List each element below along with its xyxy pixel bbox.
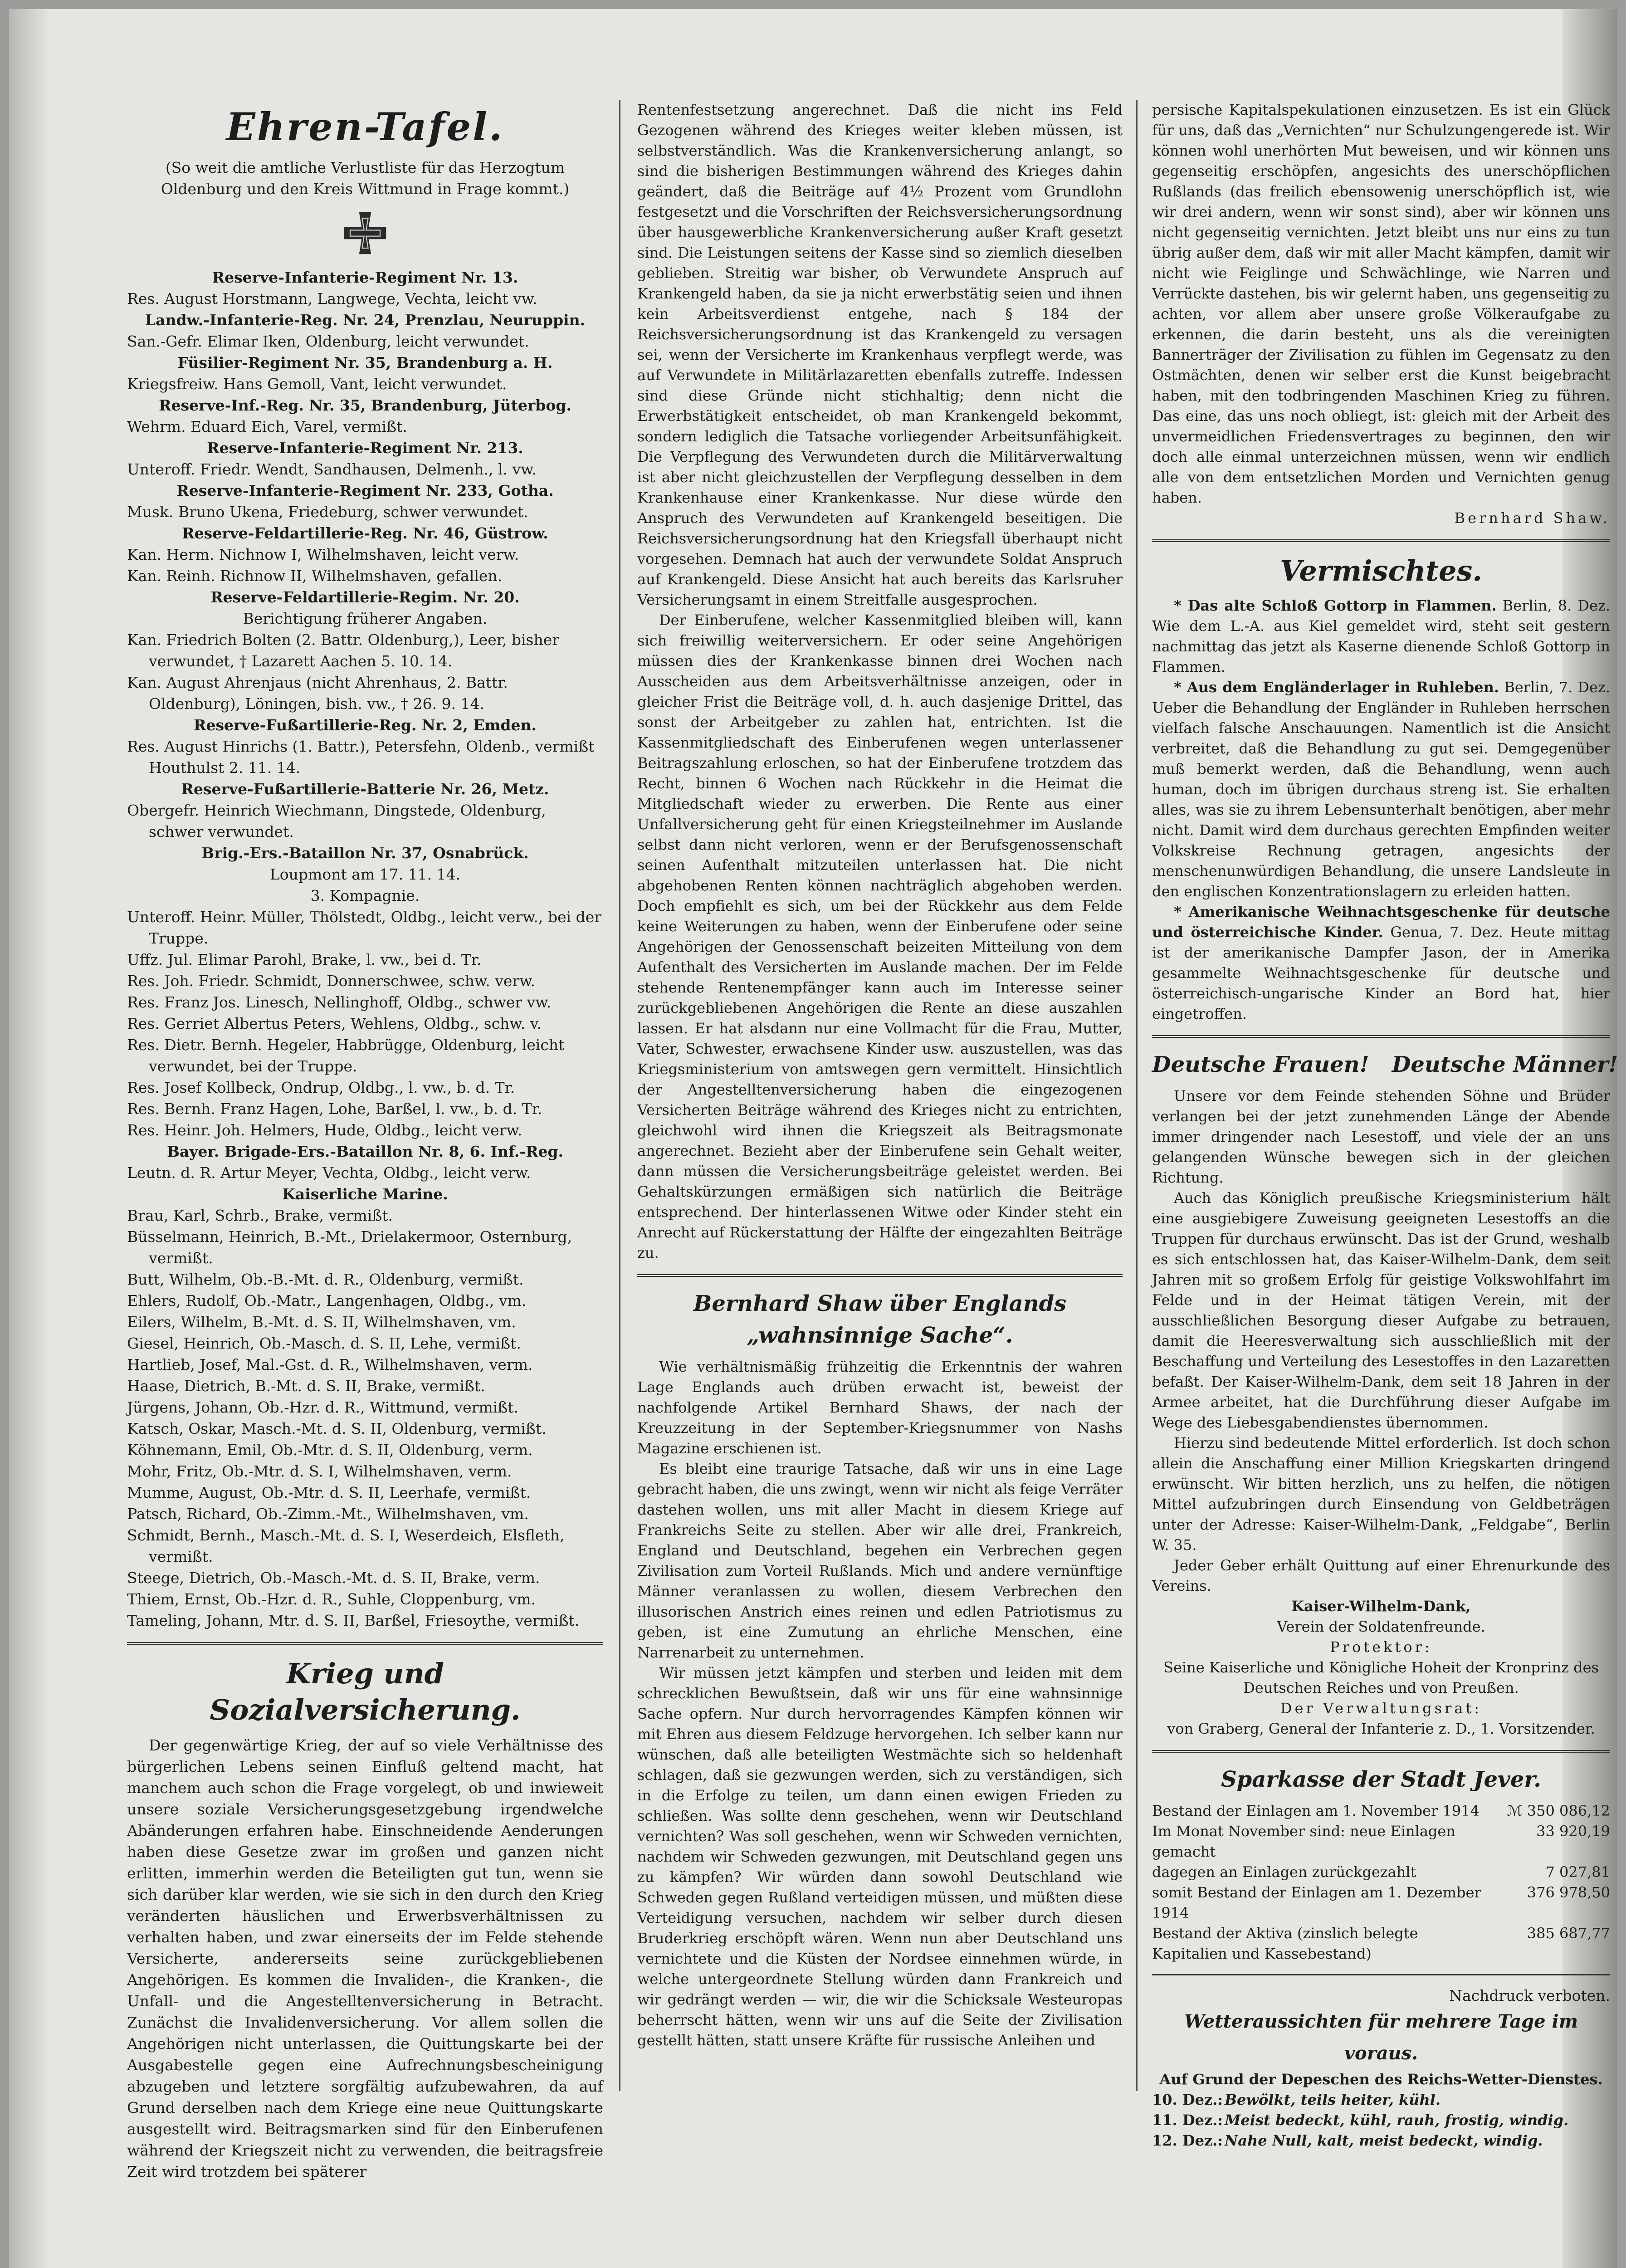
sparkasse-row (1152, 1862, 1610, 1882)
casualty-entry: Res. Bernh. Franz Hagen, Lohe, Barßel, l. vw., b. d. Tr. (127, 1100, 542, 1118)
casualty-entry: Katsch, Oskar, Masch.-Mt. d. S. II, Oldenburg, vermißt. (127, 1420, 547, 1437)
regiment-heading: Landw.-Infanterie-Reg. Nr. 24, Prenzlau, Neuruppin. (145, 311, 586, 329)
shaw-paragraph: Wir müssen jetzt kämpfen und sterben und leiden mit dem schrecklichen Bewußtsein, daß wir uns für eine wahnsinnige Sache opfern. Nur durch hervorragendes Kämpfen können wir mit Ehren aus diesem Feldzuge hervorgehen. Ich selber kann nur wünschen, daß alle beteiligten Westmächte sich so heldenhaft schlagen, daß sie gezwungen werden, sich zu verständigen, sich in die Erfolge zu teilen, um dann einen ewigen Frieden zu schließen. Was sollte denn geschehen, wenn wir Deutschland vernichten? Was soll geschehen, wenn wir Schweden vernichten, nachdem wir Schweden gezwungen, mit Deutschland gegen uns zu kämpfen? Wir würden dann sowohl Deutschland wie Schweden gegen Rußland verteidigen müssen, und müßten diese Verteidigung versuchen, nachdem wir selber durch diesen Bruderkrieg erschöpft wären. Wenn nun aber Deutschland uns vernichtete und die Küsten der Nordsee einnehmen würde, in welche untergeordnete Stellung würden dann Frankreich und wir gedrängt werden — wir, die wir die Schicksale Westeuropas beherrscht hätten, wenn wir uns auf die Seite der Zivilisation gestellt hätten, statt unsere Kräfte für russische Anleihen und (637, 1664, 1123, 2049)
sparkasse-heading: Sparkasse der Stadt Jever. (1221, 1767, 1542, 1792)
wetter-date: 12. Dez.: (1152, 2132, 1223, 2149)
protektor-text: Seine Kaiserliche und Königliche Hoheit der Kronprinz des Deutschen Reiches und von Preußen. (1163, 1659, 1599, 1696)
section-rule (127, 1642, 603, 1645)
regiment-heading: Reserve-Infanterie-Regiment Nr. 233, Gotha. (176, 482, 554, 499)
casualty-entry: Patsch, Richard, Ob.-Zimm.-Mt., Wilhelmshaven, vm. (127, 1505, 529, 1523)
sparkasse-table (1152, 1801, 1610, 1964)
sparkasse-value: 376 978,50 (1527, 1884, 1610, 1901)
regiment-heading: Reserve-Inf.-Reg. Nr. 35, Brandenburg, Jüterbog. (159, 396, 571, 414)
regiment-heading: Reserve-Fußartillerie-Reg. Nr. 2, Emden. (194, 716, 537, 734)
krieg-heading: Krieg und Sozialversicherung. (210, 1657, 521, 1726)
casualty-entry: Jürgens, Johann, Ob.-Hzr. d. R., Wittmund, vermißt. (127, 1398, 519, 1416)
casualty-entry: Mumme, August, Ob.-Mtr. d. S. II, Leerhafe, vermißt. (127, 1484, 531, 1501)
wetter-subheading: Auf Grund der Depeschen des Reichs-Wetter-Dienstes. (1159, 2071, 1603, 2088)
sparkasse-label: Bestand der Aktiva (zinslich belegte Kapitalien und Kassebestand) (1152, 1925, 1418, 1962)
sparkasse-row (1152, 1882, 1610, 1923)
casualty-entry: Res. Heinr. Joh. Helmers, Hude, Oldbg., leicht verw. (127, 1121, 522, 1139)
sparkasse-value: 7 027,81 (1545, 1863, 1610, 1881)
sparkasse-label: dagegen an Einlagen zurückgezahlt (1152, 1863, 1416, 1881)
wetter-row (1152, 2110, 1610, 2131)
shaw-continuation: persische Kapitalspekulationen einzusetzen. Es ist ein Glück für uns, daß das „Vernichten“ nur Schulzungengerede ist. Wir können wohl unerhörten Mut beweisen, und wir können uns gegenseitig erschöpfen, angesichts des unerschöpflichen Rußlands (das freilich ebensowenig unerschöpflich ist, wie wir drei andern, wenn wir sonst sind), aber wir können uns nicht gegenseitig vernichten. Jetzt bleibt uns nur eins zu tun übrig außer dem, daß wir mit aller Macht kämpfen, damit wir nicht wie Feiglinge und Schwächlinge, wie Narren und Verrückte dastehen, bis wir gelernt haben, uns gegenseitig zu achten, vor allem aber unsere große Völkeraufgabe zu erkennen, die darin besteht, uns als die vereinigten Bannerträger der Zivilisation zu fühlen im Gegensatz zu den Ostmächten, denen wir selber erst die Kunst beigebracht haben, mit den todbringenden Maschinen Krieg zu führen. Das eine, das uns noch obliegt, ist: gleich mit der Arbeit des unvermeidlichen Friedensvertrages zu beginnen, den wir doch alle einmal unterzeichnen müssen, wenn wir endlich alle von dem entsetzlichen Morden und Vernichten genug haben. (1152, 101, 1610, 506)
sparkasse-label: Im Monat November sind: neue Einlagen gemacht (1152, 1823, 1455, 1860)
vermischtes-item (1152, 677, 1610, 902)
krieg-continuation-1: Rentenfestsetzung angerechnet. Daß die nicht ins Feld Gezogenen während des Krieges weiter kleben müssen, ist selbstverständlich. Was die Krankenversicherung anlangt, so sind die bisherigen Bestimmungen während des Krieges dahin geändert, daß die Beiträge auf 4½ Prozent vom Grundlohn festgesetzt und die Vorschriften der Reichsversicherungsordnung über hausgewerbliche Krankenversicherung außer Kraft gesetzt sind. Die Leistungen seitens der Kasse sind so ziemlich dieselben geblieben. Streitig war bisher, ob Verwundete Anspruch auf Krankengeld haben, da sie ja nicht erwerbstätig seien und ihnen kein Arbeitsverdienst entgehe, nach § 184 der Reichsversicherungsordnung ist das Krankengeld zu versagen sei, wenn der Versicherte im Krankenhaus verpflegt werde, was auf Verwundete in Militärlazaretten ebenfalls zutreffe. Indessen sind diese Gründe nicht stichhaltig; denn nicht die Erwerbstätigkeit entscheidet, ob man Krankengeld bekommt, sondern lediglich die Tatsache vorliegender Arbeitsunfähigkeit. Die Verpflegung des Verwundeten durch die Militärverwaltung ist aber nicht gleichzustellen der Verpflegung desselben in dem Krankenhause einer Krankenkasse. Nur diese würde den Anspruch des Verwundeten auf Krankengeld beseitigen. Die Reichsversicherungsordnung hat den Kriegsfall überhaupt nicht vorgesehen. Demnach hat auch der verwundete Soldat Anspruch auf Krankengeld. Diese Ansicht hat auch bereits das Karlsruher Versicherungsamt in einem Streitfalle ausgesprochen. (637, 101, 1123, 608)
casualty-entry: Büsselmann, Heinrich, B.-Mt., Drielakermoor, Osternburg, vermißt. (127, 1228, 572, 1267)
vermischtes-item-head: * Aus dem Engländerlager in Ruhleben. (1174, 679, 1499, 696)
sparkasse-row (1152, 1923, 1610, 1964)
casualty-entry: Kan. Herm. Nichnow I, Wilhelmshaven, leicht verw. (127, 546, 519, 563)
vermischtes-item-text: Genua, 7. Dez. Heute mittag ist der amerikanische Dampfer Jason, der in Amerika gesammelte Weihnachtsgeschenke für deutsche und österreichisch-ungarische Kinder an Bord hat, hier eingetroffen. (1152, 924, 1611, 1022)
vermischtes-heading: Vermischtes. (1280, 554, 1482, 587)
casualty-entry: Haase, Dietrich, B.-Mt. d. S. II, Brake, vermißt. (127, 1377, 485, 1395)
wetter-date: 10. Dez.: (1152, 2091, 1223, 2108)
frauen-heading: Deutsche Frauen! Deutsche Männer! (1152, 1052, 1618, 1077)
section-rule (1152, 539, 1610, 542)
casualty-entry: Kan. Reinh. Richnow II, Wilhelmshaven, gefallen. (127, 567, 503, 585)
casualty-entry: Hartlieb, Josef, Mal.-Gst. d. R., Wilhelmshaven, verm. (127, 1356, 533, 1374)
frauen-paragraph: Auch das Königlich preußische Kriegsministerium hält eine ausgiebigere Zuweisung geeigneten Lesestoffs an die Truppen für durchaus erwünscht. Das ist der Grund, weshalb es sich entschlossen hat, das Kaiser-Wilhelm-Dank, dem seit Jahren mit so großem Erfolg für geistige Volkswohlfahrt im Felde und in der Heimat tätigen Verein, mit der ausschließlichen Besorgung dieser Aufgabe zu betrauen, damit die Heeresverwaltung sich ausschließlich mit der Beschaffung und Verteilung des Lesestoffes in den Lazaretten befaßt. Der Kaiser-Wilhelm-Dank, dem seit 18 Jahren in der Armee arbeitet, hat die Durchführung dieser Aufgabe im Wege des Liebesgabendienstes übernommen. (1152, 1189, 1610, 1431)
frauen-paragraph: Jeder Geber erhält Quittung auf einer Ehrenurkunde des Vereins. (1152, 1557, 1610, 1594)
sparkasse-value: 33 920,19 (1536, 1823, 1610, 1840)
column-rule (1136, 100, 1138, 2091)
regiment-heading: Reserve-Infanterie-Regiment Nr. 13. (212, 269, 518, 286)
casualty-entry: Kan. August Ahrenjaus (nicht Ahrenhaus, 2. Battr. Oldenburg), Löningen, bish. vw., † 26. 9. 14. (127, 674, 508, 713)
column-rule (619, 100, 620, 2091)
casualty-entry: Eilers, Wilhelm, B.-Mt. d. S. II, Wilhelmshaven, vm. (127, 1313, 516, 1331)
casualty-entry: Wehrm. Eduard Eich, Varel, vermißt. (127, 418, 407, 435)
vermischtes-item-head: * Das alte Schloß Gottorp in Flammen. (1174, 597, 1497, 614)
casualty-entry: San.-Gefr. Elimar Iken, Oldenburg, leicht verwundet. (127, 332, 529, 350)
page-shadow (9, 9, 50, 2268)
sparkasse-value: ℳ 350 086,12 (1507, 1802, 1610, 1819)
krieg-continuation-2: Der Einberufene, welcher Kassenmitglied bleiben will, kann sich freiwillig weiterversichern. Er oder seine Angehörigen müssen dies der Krankenkasse binnen drei Wochen nach Ausscheiden aus dem Arbeitsverhältnisse anzeigen, oder in gleicher Frist die Beiträge voll, d. h. auch dasjenige Drittel, das sonst der Arbeitgeber zu zahlen hat, entrichten. Ist die Kassenmitgliedschaft des Einberufenen wegen unterlassener Beitragszahlung erloschen, so hat der Einberufene trotzdem das Recht, binnen 6 Wochen nach Rückkehr in die Heimat die Mitgliedschaft wieder zu erwerben. Die Rente aus einer Unfallversicherung geht für einen Kriegsteilnehmer im Auslande selbst dann nicht verloren, wenn er der Berufsgenossenschaft seinen Aufenthalt mitzuteilen unterlassen hat. Die nicht abgehobenen Renten können nachträglich abgehoben werden. Doch empfiehlt es sich, um bei der Rückkehr aus dem Felde keine Weiterungen zu haben, wenn der Einberufene oder seine Angehörigen der Genossenschaft beizeiten Mitteilung von dem Aufenthalt des Versicherten im Auslande machen. Der im Felde stehende Rentenempfänger kann auch im Interesse seiner zurückgebliebenen Angehörigen die Rente an diese auszahlen lassen. Er hat alsdann nur eine Vollmacht für die Frau, Mutter, Vater, Schwester, erwachsene Kinder usw. auszustellen, was das Kriegsministerium von amtswegen gern vermittelt. Hinsichtlich der Angestelltenversicherung haben die eingezogenen Versicherten Beiträge während des Krieges nicht zu entrichten, gleichwohl wird ihnen die Kriegszeit als Beitragsmonate angerechnet. Bezieht aber der Einberufene sein Gehalt weiter, dann müssen die Versicherungsbeiträge geleistet werden. Bei Gehaltskürzungen ermäßigen sich natürlich die Beiträge entsprechend. Der hinterlassenen Witwe oder Kinder steht ein Anrecht auf Rückerstattung der Hälfte der eingezahlten Beiträge zu. (637, 611, 1123, 1261)
casualty-entry: Thiem, Ernst, Ob.-Hzr. d. R., Suhle, Cloppenburg, vm. (127, 1590, 536, 1608)
vermischtes-item (1152, 596, 1610, 677)
ehren-tafel-intro: (So weit die amtliche Verlustliste für das Herzogtum Oldenburg und den Kreis Wittmund in Frage kommt.) (161, 159, 570, 198)
section-rule (637, 1274, 1123, 1277)
casualty-entry: Musk. Bruno Ukena, Friedeburg, schwer verwundet. (127, 503, 528, 521)
wetter-list (1152, 2090, 1610, 2151)
casualty-entry: Steege, Dietrich, Ob.-Masch.-Mt. d. S. II, Brake, verm. (127, 1569, 540, 1587)
casualty-entry: Uffz. Jul. Elimar Parohl, Brake, l. vw., bei d. Tr. (127, 951, 482, 968)
wetter-heading: Wetteraussichten für mehrere Tage im voraus. (1184, 2011, 1578, 2064)
casualty-entry: Res. Franz Jos. Linesch, Nellinghoff, Oldbg., schwer vw. (127, 993, 552, 1011)
vermischtes-item-head: * Amerikanische Weihnachtsgeschenke für deutsche und österreichische Kinder. (1152, 903, 1610, 941)
column-left (127, 100, 603, 2182)
casualty-entry: Butt, Wilhelm, Ob.-B.-Mt. d. R., Oldenburg, vermißt. (127, 1271, 524, 1288)
casualty-entry: Res. August Horstmann, Langwege, Vechta, leicht vw. (127, 290, 537, 308)
casualty-entry: Res. Dietr. Bernh. Hegeler, Habbrügge, Oldenburg, leicht verwundet, bei der Truppe. (127, 1036, 565, 1075)
regiment-heading: Brig.-Ers.-Bataillon Nr. 37, Osnabrück. (201, 844, 529, 862)
iron-cross-icon (340, 206, 390, 260)
frauen-paragraph: Hierzu sind bedeutende Mittel erforderlich. Ist doch schon allein die Anschaffung einer Million Kriegskarten dringend erwünscht. Wir bitten herzlich, uns zu helfen, die nötigen Mittel aufzubringen durch Einsendung von Geldbeträgen unter der Adresse: Kaiser-Wilhelm-Dank, „Feldgabe“, Berlin W. 35. (1152, 1434, 1610, 1554)
regiment-heading: Füsilier-Regiment Nr. 35, Brandenburg a. H. (177, 354, 553, 371)
casualty-entry: Kriegsfreiw. Hans Gemoll, Vant, leicht verwundet. (127, 375, 507, 393)
vermischtes-item (1152, 902, 1610, 1024)
vermischtes-item-text: Berlin, 7. Dez. Ueber die Behandlung der Engländer in Ruhleben herrschen vielfach falsche Anschauungen. Namentlich ist die Ansicht verbreitet, daß die Behandlung zu gut sei. Demgegenüber muß bemerkt werden, daß die Behandlung, wenn auch human, doch im übrigen durchaus streng ist. Sie erhalten alles, was sie zu ihrem Lebensunterhalt benötigen, aber mehr nicht. Damit wird dem durchaus gerechten Empfinden weiter Volkskreise Rechnung getragen, angesichts der menschenunwürdigen Behandlung, die unsere Landsleute in den englischen Konzentrationslagern zu erleiden hatten. (1152, 679, 1611, 900)
wetter-row (1152, 2131, 1610, 2151)
sparkasse-row (1152, 1801, 1610, 1821)
casualty-entry: Res. Joh. Friedr. Schmidt, Donnerschwee, schw. verw. (127, 972, 536, 990)
nachdruck-note: Nachdruck verboten. (1449, 1987, 1610, 2004)
shaw-intro: Wie verhältnismäßig frühzeitig die Erkenntnis der wahren Lage Englands auch drüben erwacht ist, beweist der nachfolgende Artikel Bernhard Shaws, der nach der Kreuzzeitung in der September-Kriegsnummer von Nashs Magazine erschienen ist. (637, 1358, 1123, 1457)
vermischtes-item-text: Berlin, 8. Dez. Wie dem L.-A. aus Kiel gemeldet wird, steht seit gestern nachmittag das jetzt als Kaserne dienende Schloß Gottorp in Flammen. (1152, 597, 1611, 675)
ehren-tafel-heading: Ehren-Tafel. (226, 104, 504, 149)
regiment-subheading: 3. Kompagnie. (310, 887, 420, 904)
sparkasse-row (1152, 1821, 1610, 1862)
regiment-subheading: Berichtigung früherer Angaben. (243, 610, 488, 627)
sparkasse-value: 385 687,77 (1527, 1925, 1610, 1942)
krieg-text: Der gegenwärtige Krieg, der auf so viele Verhältnisse des bürgerlichen Lebens seinen Einfluß geltend macht, hat manchem auch schon die Frage vorgelegt, ob und inwieweit unsere soziale Versicherungsgesetzgebung irgendwelche Abänderungen erfahren habe. Einschneidende Aenderungen haben diese Gesetze zwar im großen und ganzen nicht erlitten, immerhin werden die Beteiligten gut tun, wenn sie sich darüber klar werden, wie sie sich in den durch den Krieg veränderten häuslichen und Erwerbsverhältnissen zu verhalten haben, und zwar einerseits der im Felde stehende Versicherte, andererseits seine zurückgebliebenen Angehörigen. Es kommen die Invaliden-, die Kranken-, die Unfall- und die Angestelltenversicherung in Betracht. Zunächst die Invalidenversicherung. Vor allem sollen die Angehörigen nicht unterlassen, die Quittungskarte bei der Ausgabestelle gegen eine Aufrechnungsbescheinigung abzugeben und letztere sorgfältig aufzubewahren, da auf Grund derselben nach dem Kriege eine neue Quittungskarte ausgestellt wird. Beitragsmarken sind für den Einberufenen während der Kriegszeit nicht zu verwenden, die beitragsfreie Zeit wird trotzdem bei späterer (127, 1736, 603, 2180)
casualty-entry: Leutn. d. R. Artur Meyer, Vechta, Oldbg., leicht verw. (127, 1164, 531, 1182)
casualty-entry: Köhnemann, Emil, Ob.-Mtr. d. S. II, Oldenburg, verm. (127, 1441, 533, 1459)
section-rule (1152, 1750, 1610, 1753)
column-middle (637, 100, 1123, 2051)
wetter-forecast: Meist bedeckt, kühl, rauh, frostig, windig. (1225, 2112, 1569, 2129)
newspaper-page (9, 9, 1617, 2268)
wetter-forecast: Nahe Null, kalt, meist bedeckt, windig. (1225, 2132, 1543, 2149)
casualty-entry: Unteroff. Friedr. Wendt, Sandhausen, Delmenh., l. vw. (127, 460, 537, 478)
wetter-forecast: Bewölkt, teils heiter, kühl. (1225, 2091, 1441, 2108)
casualty-entry: Tameling, Johann, Mtr. d. S. II, Barßel, Friesoythe, vermißt. (127, 1612, 580, 1629)
protektor-label: Protektor: (1330, 1638, 1432, 1656)
section-rule (1152, 1974, 1610, 1975)
loss-list (127, 267, 603, 1631)
regiment-heading: Reserve-Feldartillerie-Reg. Nr. 46, Güstrow. (182, 524, 548, 542)
wetter-row (1152, 2090, 1610, 2110)
casualty-entry: Kan. Friedrich Bolten (2. Battr. Oldenburg,), Leer, bisher verwundet, † Lazarett Aachen 5. 10. 14. (127, 631, 560, 670)
column-right (1152, 100, 1618, 2151)
casualty-entry: Unteroff. Heinr. Müller, Thölstedt, Oldbg., leicht verw., bei der Truppe. (127, 908, 602, 947)
frauen-signature-sub: Verein der Soldatenfreunde. (1277, 1618, 1485, 1635)
vermischtes-list (1152, 596, 1610, 1024)
regiment-heading: Reserve-Feldartillerie-Regim. Nr. 20. (210, 588, 520, 606)
regiment-heading: Bayer. Brigade-Ers.-Bataillon Nr. 8, 6. Inf.-Reg. (166, 1143, 564, 1160)
casualty-entry: Ehlers, Rudolf, Ob.-Matr., Langenhagen, Oldbg., vm. (127, 1292, 527, 1310)
verwaltungsrat-text: von Graberg, General der Infanterie z. D., 1. Vorsitzender. (1167, 1720, 1595, 1737)
casualty-entry: Obergefr. Heinrich Wiechmann, Dingstede, Oldenburg, schwer verwundet. (127, 802, 546, 841)
casualty-entry: Schmidt, Bernh., Masch.-Mt. d. S. I, Weserdeich, Elsfleth, vermißt. (127, 1526, 565, 1565)
section-rule (1152, 1035, 1610, 1038)
regiment-heading: Kaiserliche Marine. (282, 1185, 448, 1203)
casualty-entry: Giesel, Heinrich, Ob.-Masch. d. S. II, Lehe, vermißt. (127, 1334, 521, 1352)
regiment-heading: Reserve-Infanterie-Regiment Nr. 213. (207, 439, 523, 457)
casualty-entry: Res. Gerriet Albertus Peters, Wehlens, Oldbg., schw. v. (127, 1015, 542, 1032)
casualty-entry: Res. August Hinrichs (1. Battr.), Petersfehn, Oldenb., vermißt Houthulst 2. 11. 14. (127, 738, 595, 777)
verwaltungsrat-label: Der Verwaltungsrat: (1280, 1700, 1482, 1717)
frauen-paragraph: Unsere vor dem Feinde stehenden Söhne und Brüder verlangen bei der jetzt zunehmenden Länge der Abende immer dringender nach Lesestoff, und viele der an uns gelangenden Wünsche bewegen sich in der gleichen Richtung. (1152, 1087, 1610, 1186)
casualty-entry: Res. Josef Kollbeck, Ondrup, Oldbg., l. vw., b. d. Tr. (127, 1079, 515, 1096)
casualty-entry: Brau, Karl, Schrb., Brake, vermißt. (127, 1207, 393, 1224)
wetter-date: 11. Dez.: (1152, 2112, 1223, 2129)
shaw-author: Bernhard Shaw. (1454, 509, 1610, 527)
casualty-entry: Mohr, Fritz, Ob.-Mtr. d. S. I, Wilhelmshaven, verm. (127, 1462, 512, 1480)
regiment-subheading: Loupmont am 17. 11. 14. (269, 865, 461, 883)
shaw-paragraph: Es bleibt eine traurige Tatsache, daß wir uns in eine Lage gebracht haben, die uns zwingt, wenn wir nicht als feige Verräter dastehen wollen, uns mit aller Macht in diesem Kriege auf Frankreichs Seite zu stellen. Aber wir alle drei, Frankreich, England und Deutschland, begehen ein Verbrechen gegen Zivilisation zum Vorteil Rußlands. Mich und andere vernünftige Männer veranlassen zu wollen, diesem Verbrechen den illusorischen Anstrich eines reinen und edlen Patriotismus zu geben, ist eine Zumutung an ehrliche Menschen, eine Narrenarbeit zu unternehmen. (637, 1460, 1123, 1661)
sparkasse-label: Bestand der Einlagen am 1. November 1914 (1152, 1802, 1480, 1819)
regiment-heading: Reserve-Fußartillerie-Batterie Nr. 26, Metz. (181, 780, 549, 798)
shaw-heading: Bernhard Shaw über Englands „wahnsinnige Sache“. (693, 1291, 1067, 1348)
sparkasse-label: somit Bestand der Einlagen am 1. Dezember 1914 (1152, 1884, 1481, 1921)
frauen-signature: Kaiser-Wilhelm-Dank, (1291, 1598, 1471, 1615)
